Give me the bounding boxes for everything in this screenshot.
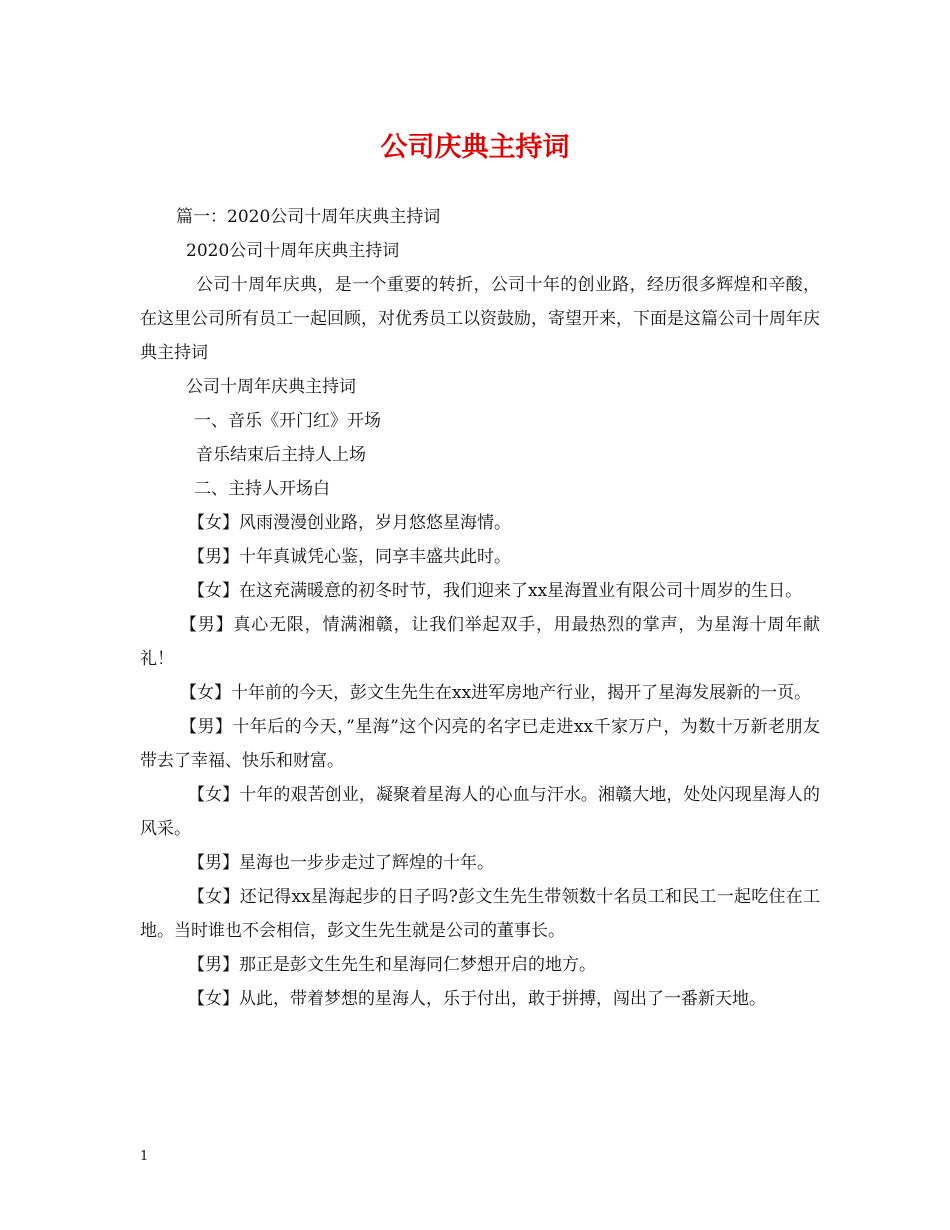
paragraph: 一、音乐《开门红》开场 (194, 411, 381, 431)
paragraph: 【女】风雨漫漫创业路，岁月悠悠星海情。 (188, 513, 511, 533)
document-title: 公司庆典主持词 (380, 132, 570, 163)
paragraph: 【女】十年的艰苦创业，凝聚着星海人的心血与汗水。湘赣大地，处处闪现星海人的风采。 (140, 785, 820, 839)
paragraph: 【男】十年真诚凭心鉴，同享丰盛共此时。 (188, 547, 511, 567)
paragraph: 【女】从此，带着梦想的星海人，乐于付出，敢于拼搏，闯出了一番新天地。 (188, 989, 766, 1009)
paragraph: 二、主持人开场白 (194, 479, 330, 499)
paragraph: 【女】还记得xx星海起步的日子吗?彭文生先生带领数十名员工和民工一起吃住在工地。当时谁也不会相信，彭文生先生就是公司的董事长。 (140, 887, 820, 941)
paragraph: 2020公司十周年庆典主持词 (186, 241, 400, 261)
paragraph: 【女】在这充满暖意的初冬时节，我们迎来了xx星海置业有限公司十周岁的生日。 (188, 581, 803, 601)
paragraph: 公司十周年庆典主持词 (186, 377, 356, 397)
paragraph: 【男】十年后的今天，”星海”这个闪亮的名字已走进xx千家万户，为数十万新老朋友带去了幸福、快乐和财富。 (140, 717, 820, 771)
paragraph: 篇一：2020公司十周年庆典主持词 (176, 207, 441, 227)
paragraph: 音乐结束后主持人上场 (196, 445, 366, 465)
paragraph: 【男】那正是彭文生先生和星海同仁梦想开启的地方。 (188, 955, 596, 975)
paragraph: 公司十周年庆典，是一个重要的转折，公司十年的创业路，经历很多辉煌和辛酸，在这里公司所有员工一起回顾，对优秀员工以资鼓励，寄望开来，下面是这篇公司十周年庆典主持词 (140, 275, 820, 363)
document-body (140, 200, 820, 1016)
page-number: 1 (140, 1149, 149, 1164)
paragraph: 【男】真心无限，情满湘赣，让我们举起双手，用最热烈的掌声，为星海十周年献礼！ (140, 615, 820, 669)
paragraph: 【男】星海也一步步走过了辉煌的十年。 (188, 853, 494, 873)
paragraph: 【女】十年前的今天，彭文生先生在xx进军房地产行业，揭开了星海发展新的一页。 (180, 683, 812, 703)
